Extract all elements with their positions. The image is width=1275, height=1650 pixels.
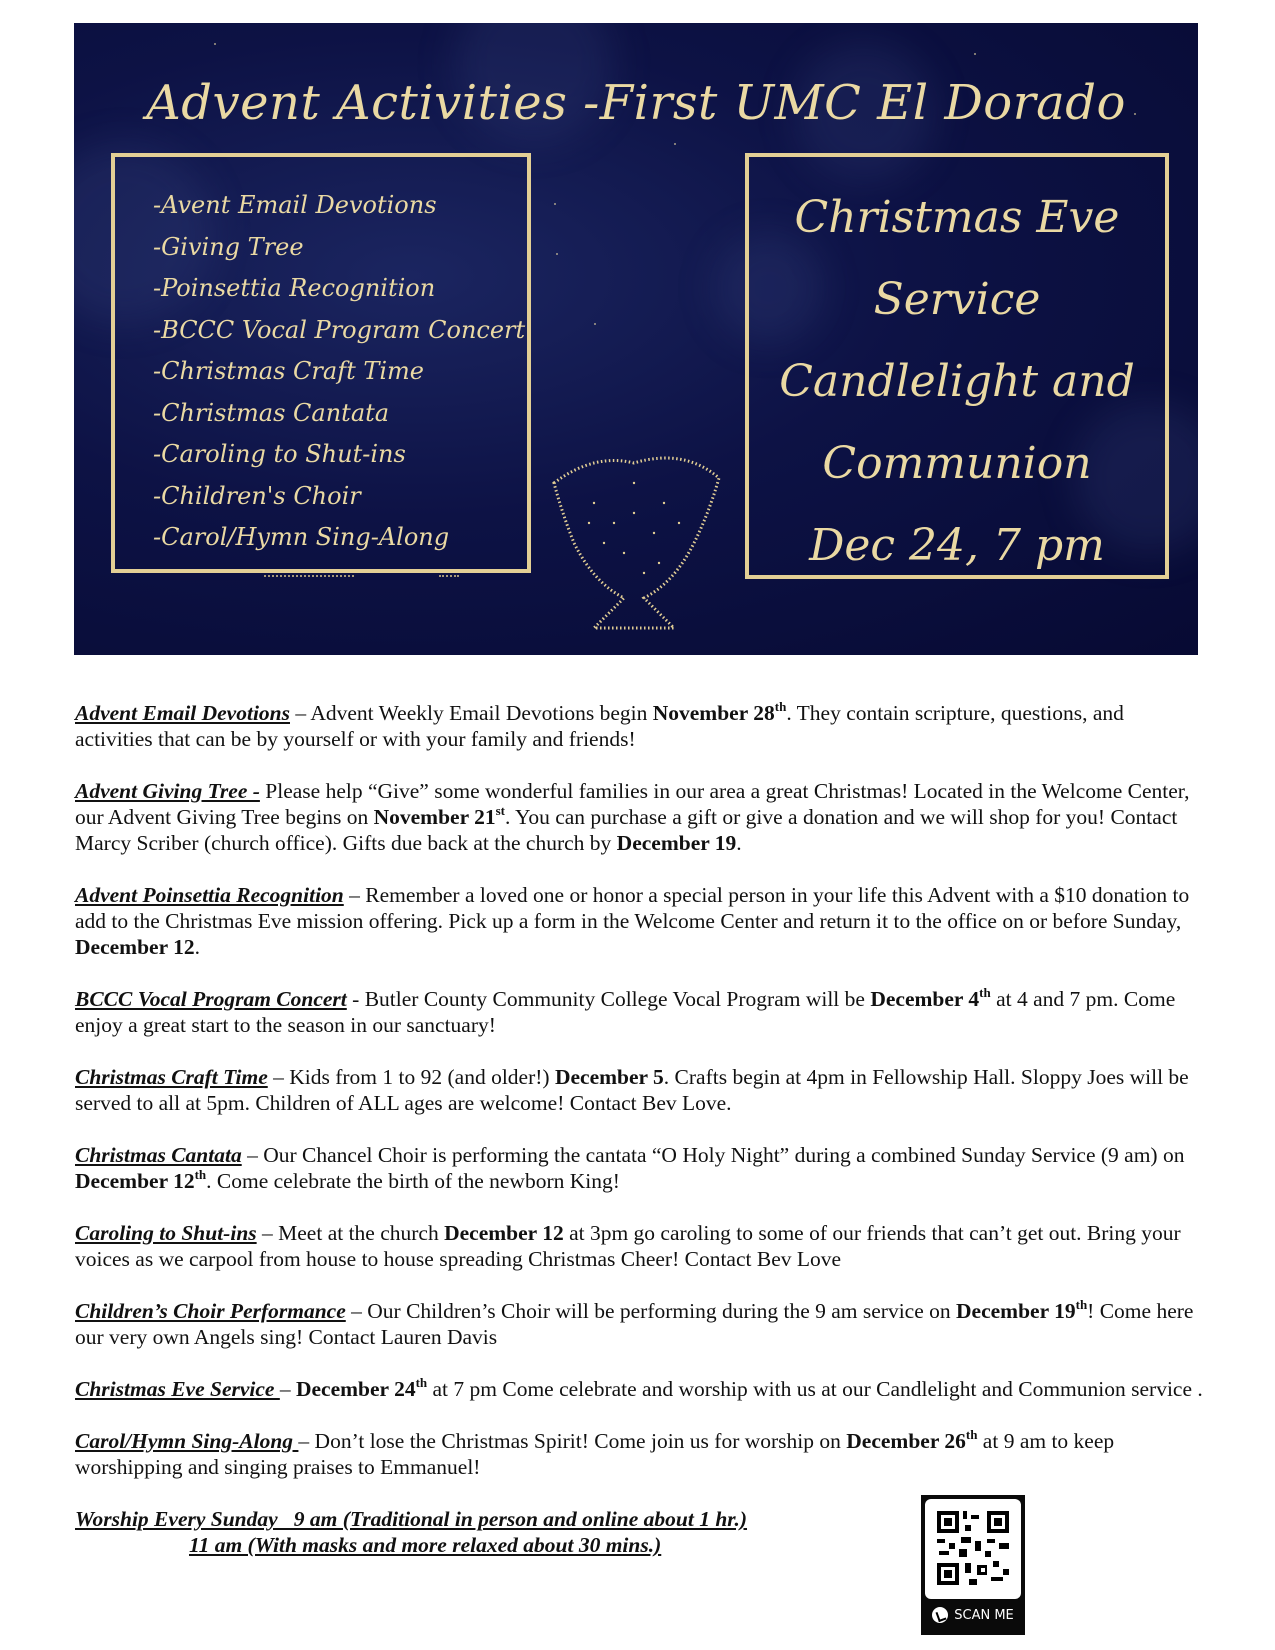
activity-text: at 4 and 7 pm. Come enjoy a great start to the season in our sanctuary! <box>75 987 1176 1037</box>
activity-item: -Avent Email Devotions <box>153 191 437 219</box>
activity-heading: Advent Poinsettia Recognition <box>75 883 344 907</box>
christmas-eve-line: Communion <box>822 438 1092 489</box>
activity-date: December 12 <box>444 1221 564 1245</box>
ordinal-suffix: th <box>1075 1297 1088 1312</box>
activity-paragraph <box>75 1376 1205 1402</box>
activity-text: . Come celebrate the birth of the newborn King! <box>206 1169 620 1193</box>
activity-text: Butler County Community College Vocal Program will be <box>364 987 871 1011</box>
activity-paragraph <box>75 1064 1205 1116</box>
activity-date: December 24 <box>295 1377 416 1401</box>
ordinal-suffix: th <box>415 1375 428 1390</box>
activity-paragraph <box>75 1142 1205 1194</box>
activity-date: November 21 <box>373 805 496 829</box>
activity-date: December 19 <box>956 1299 1076 1323</box>
christmas-eve-line: Service <box>873 274 1041 325</box>
christmas-eve-date: Dec 24, 7 pm <box>809 520 1105 571</box>
star <box>214 43 216 45</box>
ordinal-suffix: th <box>965 1427 978 1442</box>
separator: - <box>346 987 365 1011</box>
ordinal-suffix: th <box>774 699 787 714</box>
activity-text: . Crafts begin at 4pm in Fellowship Hall. Sloppy Joes will be served to all at 5pm. Children of ALL ages are welcome! Contact Bev Love. <box>75 1065 1189 1115</box>
advent-banner <box>74 23 1198 655</box>
activity-heading: BCCC Vocal Program Concert <box>75 987 347 1011</box>
qr-code-image <box>925 1499 1021 1599</box>
activity-heading: Children’s Choir Performance <box>75 1299 346 1323</box>
scan-me-text: SCAN ME <box>954 1607 1014 1623</box>
activity-item: -Caroling to Shut-ins <box>153 440 406 468</box>
activity-item: -Christmas Craft Time <box>153 357 424 385</box>
activity-text: Our Chancel Choir is performing the cantata “O Holy Night” during a combined Sunday Service (9 am) on <box>263 1143 1185 1167</box>
separator: – <box>256 1221 279 1245</box>
banner-title: Advent Activities -First UMC El Dorado <box>146 75 1126 131</box>
activity-date: December 26 <box>846 1429 966 1453</box>
activity-item: -Carol/Hymn Sing-Along <box>153 523 450 551</box>
separator: – <box>279 1377 296 1401</box>
activity-text: Kids from 1 to 92 (and older!) <box>289 1065 555 1089</box>
activity-text: . <box>194 935 200 959</box>
ordinal-suffix: th <box>979 985 991 1000</box>
star <box>974 53 976 55</box>
separator: – <box>290 701 311 725</box>
activity-text: . You can purchase a gift or give a donation and we will shop for you! Contact Marcy Scriber (church office). Gifts due back at the church by <box>75 805 1178 855</box>
worship-line: Worship Every Sunday 9 am (Traditional in person and online about 1 hr.) <box>75 1507 748 1531</box>
christmas-eve-line: Candlelight and <box>779 356 1135 407</box>
separator: – <box>345 1299 368 1323</box>
separator: – <box>241 1143 264 1167</box>
activity-paragraph <box>75 700 1205 752</box>
star <box>554 203 556 205</box>
activity-paragraph <box>75 1298 1205 1350</box>
activity-text: ! Come here our very own Angels sing! Contact Lauren Davis <box>75 1299 1194 1349</box>
star <box>674 143 676 145</box>
separator: – <box>298 1429 315 1453</box>
worship-schedule <box>75 1506 1205 1558</box>
ordinal-suffix: st <box>495 803 506 818</box>
activity-item: -BCCC Vocal Program Concert <box>153 315 526 344</box>
activity-item: -Christmas Cantata <box>153 398 390 427</box>
separator: – <box>343 883 366 907</box>
star <box>594 323 596 325</box>
activity-date: December 4 <box>870 987 980 1011</box>
activity-paragraph <box>75 1428 1205 1480</box>
activity-heading: Christmas Eve Service <box>75 1377 280 1401</box>
scan-logo-icon <box>932 1607 948 1623</box>
scan-me-label <box>925 1599 1021 1631</box>
activity-date: November 28 <box>652 701 775 725</box>
activities-list <box>153 185 527 559</box>
activity-heading: Carol/Hymn Sing-Along <box>75 1429 299 1453</box>
activities-box <box>111 153 531 573</box>
activity-date: December 19 <box>616 831 737 855</box>
activity-text: at 9 am to keep worshipping and singing praises to Emmanuel! <box>75 1429 1115 1479</box>
activity-text: Meet at the church <box>278 1221 445 1245</box>
activities-details <box>75 700 1205 1558</box>
sparkle-decoration <box>439 575 459 580</box>
activity-item: -Poinsettia Recognition <box>153 274 436 302</box>
qr-pattern-icon <box>925 1499 1021 1599</box>
activity-text: Our Children’s Choir will be performing during the 9 am service on <box>367 1299 957 1323</box>
activity-text: Advent Weekly Email Devotions begin <box>310 701 653 725</box>
activity-text: Please help “Give” some wonderful families in our area a great Christmas! Located in the Welcome Center, our Advent Giving Tree begins on <box>75 779 1190 829</box>
activity-heading: Christmas Craft Time <box>75 1065 268 1089</box>
christmas-eve-line: Christmas Eve <box>794 192 1120 243</box>
activity-item: -Giving Tree <box>153 232 304 261</box>
sparkle-decoration <box>264 575 354 580</box>
activity-item: -Children's Choir <box>153 481 361 510</box>
activity-heading: Christmas Cantata <box>75 1143 242 1167</box>
star <box>556 253 558 255</box>
activity-paragraph <box>75 882 1205 960</box>
activity-paragraph <box>75 986 1205 1038</box>
activity-text: Remember a loved one or honor a special person in your life this Advent with a $10 donation to add to the Christmas Eve mission offering. Pick up a form in the Welcome Center and return it to the office on or before Sunday, <box>75 883 1190 933</box>
activity-text: at 3pm go caroling to some of our friends that can’t get out. Bring your voices as we carpool from house to house spreading Christmas Cheer! Contact Bev Love <box>75 1221 1181 1271</box>
activity-text: Don’t lose the Christmas Spirit! Come join us for worship on <box>314 1429 847 1453</box>
activity-paragraph <box>75 778 1205 856</box>
activity-text: at 7 pm Come celebrate and worship with us at our Candlelight and Communion service . <box>427 1377 1203 1401</box>
activity-paragraph <box>75 1220 1205 1272</box>
activity-date: December 12 <box>75 935 195 959</box>
separator: – <box>267 1065 290 1089</box>
manger-sparkle-icon <box>534 423 734 633</box>
qr-code[interactable] <box>921 1495 1025 1635</box>
worship-line: 11 am (With masks and more relaxed about 30 mins.) <box>189 1533 662 1557</box>
activity-heading: Advent Email Devotions <box>75 701 290 725</box>
activity-date: December 5 <box>554 1065 664 1089</box>
activity-heading: Caroling to Shut-ins <box>75 1221 257 1245</box>
activity-text: . <box>736 831 742 855</box>
activity-heading: Advent Giving Tree - <box>75 779 260 803</box>
christmas-eve-box <box>745 153 1169 579</box>
ordinal-suffix: th <box>194 1167 207 1182</box>
activity-date: December 12 <box>75 1169 195 1193</box>
activity-text: . They contain scripture, questions, and activities that can be by yourself or with your family and friends! <box>75 701 1124 751</box>
